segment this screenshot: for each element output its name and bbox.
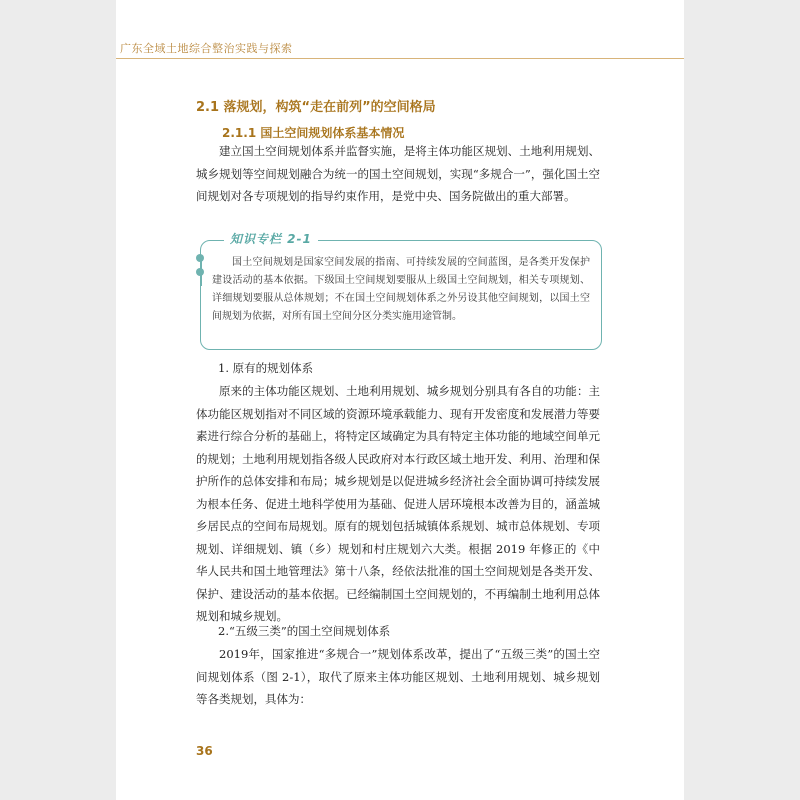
knowledge-box-text: 国土空间规划是国家空间发展的指南、可持续发展的空间蓝图，是各类开发保护建设活动的基本依据。下级国土空间规划要服从上级国土空间规划，相关专项规划、详细规划要服从总体规划；不在国土空间规划体系之外另设其他空间规划，以国土空间规划为依据，对所有国土空间分区分类实施用途管制。 [212,257,590,322]
knowledge-box-dot-bottom [196,268,204,276]
running-header: 广东全域土地综合整治实践与探索 [120,42,293,55]
header-rule [116,58,684,59]
knowledge-box-dot-top [196,254,204,262]
page-number: 36 [196,744,213,758]
knowledge-box-label: 知识专栏 2-1 [224,230,318,247]
part1-heading: 1. 原有的规划体系 [218,361,314,375]
section-title: 2.1 落规划，构筑“走在前列”的空间格局 [196,100,436,115]
subsection-title: 2.1.1 国土空间规划体系基本情况 [222,126,405,140]
part1-body: 原来的主体功能区规划、土地利用规划、城乡规划分别具有各自的功能：主体功能区规划指对不同区域的资源环境承载能力、现有开发密度和发展潜力等要素进行综合分析的基础上，将特定区域确定为具有特定主体功能的地域空间单元的规划；土地利用规划指各级人民政府对本行政区域土地开发、利用、治理和保护所作的总体安排和布局；城乡规划是以促进城乡经济社会全面协调可持续发展为根本任务、促进土地科学使用为基础、促进人居环境根本改善为目的，涵盖城乡居民点的空间布局规划。原有的规划包括城镇体系规划、城市总体规划、专项规划、详细规划、镇（乡）规划和村庄规划六大类。根据 2019 年修正的《中华人民共和国土地管理法》第十八条，经依法批准的国土空间规划是各类开发、保护、建设活动的基本依据。已经编制国土空间规划的，不再编制土地利用总体规划和城乡规划。 [196,384,600,623]
part2-heading: 2.“五级三类”的国土空间规划体系 [218,624,391,638]
part2-body: 2019年，国家推进“多规合一”规划体系改革，提出了“五级三类”的国土空间规划体系（图 2-1），取代了原来主体功能区规划、土地利用规划、城乡规划等各类规划，具体为： [196,647,600,706]
intro-paragraph: 建立国土空间规划体系并监督实施，是将主体功能区规划、土地利用规划、城乡规划等空间规划融合为统一的国土空间规划，实现“多规合一”，强化国土空间规划对各专项规划的指导约束作用，是党中央、国务院做出的重大部署。 [196,144,600,203]
